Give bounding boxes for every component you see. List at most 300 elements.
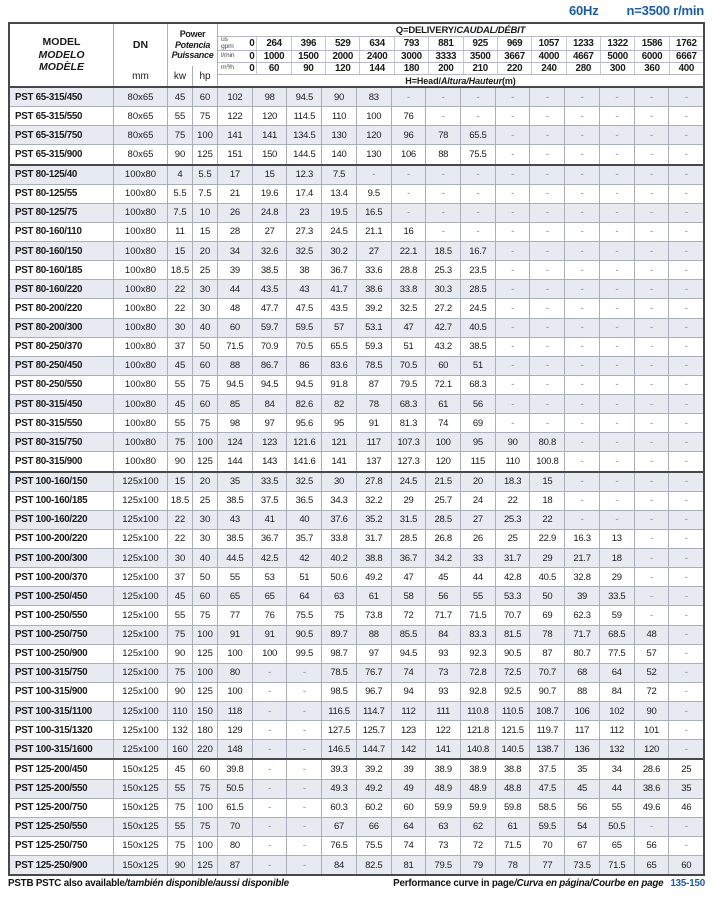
model-cell: PST 65-315/450 [10, 88, 114, 106]
head-value-cell: - [684, 552, 688, 564]
head-value-cell: 36.7 [253, 530, 288, 548]
head-value-cell: 71.5 [496, 837, 531, 855]
head-value-cell: 134.5 [287, 126, 322, 144]
table-row [10, 586, 703, 605]
head-value-cell: 59.5 [530, 818, 565, 836]
model-cell: PST 100-250/750 [10, 626, 114, 644]
head-value-cell: 82.5 [357, 856, 392, 874]
head-value-cell: 34 [218, 242, 253, 260]
dn-cell: 80x65 [114, 126, 168, 144]
head-value-cell: 130 [322, 126, 357, 144]
hp-cell: 150 [193, 702, 218, 720]
power-header-cell [168, 24, 218, 86]
head-value-cell: - [600, 166, 635, 184]
head-value-cell: - [684, 398, 688, 410]
dn-cell: 125x100 [114, 645, 168, 663]
head-value-cell: 32.8 [565, 568, 600, 586]
head-value-cell: 50 [530, 587, 565, 605]
head-value-cell: 39 [392, 760, 427, 778]
head-value-cell: - [565, 357, 600, 375]
head-value-cell: - [461, 107, 496, 125]
head-units-label [218, 74, 703, 86]
head-value-cell: - [684, 743, 688, 755]
table-row [10, 298, 703, 317]
head-value-cell: - [684, 724, 688, 736]
head-value-cell: 47.7 [253, 299, 288, 317]
dn-cell: 125x100 [114, 683, 168, 701]
table-row [10, 605, 703, 624]
head-value-cell: - [287, 664, 322, 682]
head-value-cell: 91 [357, 414, 392, 432]
head-value-cell: 36.7 [322, 261, 357, 279]
head-value-cell: - [684, 571, 688, 583]
hp-cell: 100 [193, 433, 218, 451]
head-value-cell: 17 [218, 166, 253, 184]
head-value-cell: 22 [496, 492, 531, 510]
head-value-cell: 80.7 [565, 645, 600, 663]
flow-value-cell: 2400 [360, 51, 394, 62]
flow-row-m3h [218, 62, 703, 74]
kw-cell: 45 [168, 88, 193, 106]
dn-cell: 100x80 [114, 414, 168, 432]
head-value-cell: 47 [392, 319, 427, 337]
head-value-cell: 75 [322, 606, 357, 624]
flow-value-cell: 1500 [292, 51, 326, 62]
head-value-cell: 121.8 [461, 721, 496, 739]
head-value-cell: - [565, 261, 600, 279]
flow-zero-value: 0 [249, 63, 255, 74]
kw-cell: 37 [168, 568, 193, 586]
head-value-cell: 83.6 [322, 357, 357, 375]
head-value-cell: 35 [565, 760, 600, 778]
head-value-cell: 91.8 [322, 376, 357, 394]
head-value-cell: 120 [357, 126, 392, 144]
head-value-cell: - [684, 207, 688, 219]
flow-value-cell: 1762 [676, 38, 697, 49]
head-value-cell: 60 [426, 357, 461, 375]
head-value-cell: 110.5 [496, 702, 531, 720]
head-value-cell: 16.7 [461, 242, 496, 260]
flow-unit-label: m³/h [221, 64, 234, 72]
head-value-cell: - [684, 283, 688, 295]
head-value-cell: - [530, 242, 565, 260]
head-value-cell: 68 [565, 664, 600, 682]
model-cell: PST 65-315/750 [10, 126, 114, 144]
head-value-cell: - [496, 204, 531, 222]
head-value-cell: 141 [426, 740, 461, 758]
dn-cell: 100x80 [114, 166, 168, 184]
head-value-cell: 99.5 [287, 645, 322, 663]
head-value-cell: 43 [218, 511, 253, 529]
hp-cell: 75 [193, 606, 218, 624]
head-value-cell: 116.5 [322, 702, 357, 720]
head-value-cell: - [635, 433, 670, 451]
head-value-cell: 141 [218, 126, 253, 144]
head-value-cell: 65 [218, 587, 253, 605]
head-value-cell: 94.5 [287, 88, 322, 106]
kw-cell: 22 [168, 530, 193, 548]
head-value-cell: - [287, 740, 322, 758]
head-value-cell: 23 [287, 204, 322, 222]
head-value-cell: - [496, 395, 531, 413]
head-value-cell: - [635, 204, 670, 222]
kw-cell: 45 [168, 395, 193, 413]
flow-value-cell: 180 [395, 63, 429, 74]
head-value-cell: 98 [218, 414, 253, 432]
head-value-cell: - [635, 549, 670, 567]
head-value-cell: 100 [357, 107, 392, 125]
head-value-cell: 31.5 [392, 511, 427, 529]
head-value-cell: 32.6 [253, 242, 288, 260]
dn-cell: 150x125 [114, 818, 168, 836]
head-value-cell: - [635, 299, 670, 317]
head-value-cell: 84 [322, 856, 357, 874]
head-value-cell: - [635, 492, 670, 510]
head-value-cell: - [635, 319, 670, 337]
head-value-cell: 68.3 [461, 376, 496, 394]
hp-cell: 5.5 [193, 166, 218, 184]
head-value-cell: - [565, 185, 600, 203]
head-value-cell: - [426, 223, 461, 241]
head-value-cell: 34 [600, 760, 635, 778]
head-value-cell: 100 [218, 645, 253, 663]
head-value-cell: 117 [565, 721, 600, 739]
dn-cell: 100x80 [114, 338, 168, 356]
head-value-cell: 92.8 [461, 683, 496, 701]
head-value-cell: - [684, 169, 688, 181]
head-value-cell: 140.5 [496, 740, 531, 758]
footer-availability-note [8, 878, 289, 889]
head-value-cell: 140 [322, 145, 357, 163]
head-value-cell: - [357, 166, 392, 184]
head-value-cell: 41 [253, 511, 288, 529]
flow-value-cell: 4667 [567, 51, 601, 62]
table-row [10, 739, 703, 758]
head-value-cell: 46 [681, 802, 692, 814]
head-value-cell: - [600, 242, 635, 260]
head-value-cell: - [600, 511, 635, 529]
head-value-cell: 88 [218, 357, 253, 375]
head-value-cell: 27.8 [357, 473, 392, 491]
dn-cell: 100x80 [114, 395, 168, 413]
head-value-cell: 49 [392, 780, 427, 798]
head-value-cell: 76.5 [322, 837, 357, 855]
head-value-cell: 48.9 [426, 780, 461, 798]
speed-label: n=3500 r/min [626, 3, 704, 18]
flow-row-usgpm [218, 36, 703, 50]
head-value-cell: - [287, 721, 322, 739]
head-value-cell: 72.8 [461, 664, 496, 682]
head-value-cell: - [496, 280, 531, 298]
head-value-cell: 25.3 [426, 261, 461, 279]
flow-value-cell: 1000 [257, 51, 291, 62]
head-value-cell: 53.1 [357, 319, 392, 337]
kw-cell: 11 [168, 223, 193, 241]
head-value-cell: 48.8 [496, 780, 531, 798]
head-value-cell: - [565, 88, 600, 106]
head-value-cell: 94 [392, 683, 427, 701]
head-value-cell: 94.5 [218, 376, 253, 394]
head-value-cell: - [530, 299, 565, 317]
head-value-cell: 18 [600, 549, 635, 567]
table-row [10, 644, 703, 663]
flow-unit-cell [218, 37, 257, 50]
hp-unit-label: hp [199, 70, 211, 82]
model-cell: PST 80-250/550 [10, 376, 114, 394]
head-value-cell: 24.5 [461, 299, 496, 317]
dn-cell: 100x80 [114, 223, 168, 241]
head-value-cell: - [635, 261, 670, 279]
head-value-cell: 95 [461, 433, 496, 451]
dn-cell: 150x125 [114, 780, 168, 798]
head-value-cell: - [635, 242, 670, 260]
head-value-cell: - [684, 590, 688, 602]
model-cell: PST 80-160/220 [10, 280, 114, 298]
head-value-cell: - [496, 261, 531, 279]
head-value-cell: 137 [357, 452, 392, 470]
head-value-cell: - [684, 129, 688, 141]
hp-cell: 60 [193, 395, 218, 413]
head-value-cell: 50.5 [600, 818, 635, 836]
head-value-cell: - [565, 107, 600, 125]
dn-cell: 125x100 [114, 530, 168, 548]
head-value-cell: - [530, 88, 565, 106]
head-value-cell: 150 [253, 145, 288, 163]
flow-value-cell: 1322 [601, 37, 635, 50]
head-value-cell: - [565, 299, 600, 317]
hp-cell: 60 [193, 357, 218, 375]
head-value-cell: 52 [635, 664, 670, 682]
kw-cell: 75 [168, 664, 193, 682]
head-value-cell: 78 [496, 856, 531, 874]
head-value-cell: - [253, 702, 288, 720]
head-value-cell: 100.8 [530, 452, 565, 470]
performance-table [8, 22, 705, 876]
head-value-cell: - [684, 495, 688, 507]
head-value-cell: 25.7 [426, 492, 461, 510]
head-value-cell: 73 [426, 837, 461, 855]
head-value-cell: 61.5 [218, 799, 253, 817]
dn-cell: 100x80 [114, 204, 168, 222]
power-units-row [168, 66, 217, 86]
head-value-cell: 47.5 [287, 299, 322, 317]
head-value-cell: - [684, 648, 688, 660]
head-value-cell: 48 [635, 626, 670, 644]
hp-cell: 100 [193, 799, 218, 817]
head-value-cell: - [565, 126, 600, 144]
kw-cell: 30 [168, 319, 193, 337]
model-cell: PST 80-160/110 [10, 223, 114, 241]
head-value-cell: 38.9 [426, 760, 461, 778]
model-cell: PST 100-315/1100 [10, 702, 114, 720]
head-value-cell: 67 [322, 818, 357, 836]
head-value-cell: - [530, 145, 565, 163]
model-cell: PST 100-315/1600 [10, 740, 114, 758]
head-value-cell: - [600, 433, 635, 451]
head-value-cell: 117 [357, 433, 392, 451]
head-value-cell: 98.5 [322, 683, 357, 701]
dn-cell: 100x80 [114, 242, 168, 260]
kw-cell: 15 [168, 242, 193, 260]
flow-value-cell: 6000 [635, 51, 669, 62]
model-cell: PST 65-315/900 [10, 145, 114, 163]
head-value-cell: 29 [392, 492, 427, 510]
head-value-cell: - [635, 818, 670, 836]
hp-cell: 75 [193, 414, 218, 432]
head-value-cell: 115 [461, 452, 496, 470]
head-value-cell: 28.6 [635, 760, 670, 778]
head-value-cell: - [496, 166, 531, 184]
head-value-cell: 61 [357, 587, 392, 605]
power-label-fr: Puissance [171, 50, 214, 61]
head-value-cell: 39.2 [357, 299, 392, 317]
head-value-cell: - [684, 417, 688, 429]
head-value-cell: 19.6 [253, 185, 288, 203]
kw-cell: 75 [168, 837, 193, 855]
head-value-cell: - [530, 319, 565, 337]
table-row [10, 394, 703, 413]
head-value-cell: 75.5 [461, 145, 496, 163]
flow-value-cell: 4000 [532, 51, 566, 62]
head-value-cell: 74 [392, 664, 427, 682]
head-value-cell: 20 [461, 473, 496, 491]
model-cell: PST 80-200/300 [10, 319, 114, 337]
head-value-cell: 94.5 [287, 376, 322, 394]
flow-value-cell: 3500 [464, 51, 498, 62]
head-value-cell: 85 [218, 395, 253, 413]
table-row [10, 663, 703, 682]
head-value-cell: - [684, 609, 688, 621]
head-value-cell: - [600, 126, 635, 144]
head-value-cell: 87 [218, 856, 253, 874]
head-value-cell: 118 [218, 702, 253, 720]
flow-value-cell: 400 [678, 63, 695, 74]
flow-zero-value: 0 [249, 51, 255, 62]
head-value-cell: 22.1 [392, 242, 427, 260]
head-value-cell: 32.5 [287, 242, 322, 260]
model-cell: PST 125-200/550 [10, 780, 114, 798]
head-value-cell: - [461, 223, 496, 241]
head-value-cell: - [530, 357, 565, 375]
head-value-cell: 25 [496, 530, 531, 548]
delivery-title-en: Q=DELIVERY/ [395, 24, 457, 36]
head-value-cell: - [253, 818, 288, 836]
model-cell: PST 100-200/300 [10, 549, 114, 567]
head-value-cell: 72.1 [426, 376, 461, 394]
head-value-cell: 89.7 [322, 626, 357, 644]
head-value-cell: 40.5 [461, 319, 496, 337]
head-value-cell: - [530, 338, 565, 356]
head-value-cell: 129 [218, 721, 253, 739]
model-cell: PST 100-315/900 [10, 683, 114, 701]
head-value-cell: - [565, 145, 600, 163]
head-value-cell: 93 [426, 645, 461, 663]
kw-cell: 55 [168, 818, 193, 836]
head-value-cell: 21.5 [426, 473, 461, 491]
head-value-cell: 151 [218, 145, 253, 163]
head-value-cell: 69 [530, 606, 565, 624]
head-value-cell: 88 [565, 683, 600, 701]
head-value-cell: 122 [426, 721, 461, 739]
head-value-cell: 141 [322, 452, 357, 470]
kw-cell: 90 [168, 145, 193, 163]
table-row [10, 125, 703, 144]
head-value-cell: 36.5 [287, 492, 322, 510]
head-value-cell: 33 [461, 549, 496, 567]
table-row [10, 260, 703, 279]
head-value-cell: 71.5 [461, 606, 496, 624]
head-value-cell: 13.4 [322, 185, 357, 203]
head-value-cell: - [565, 452, 600, 470]
head-value-cell: 62 [461, 818, 496, 836]
flow-value-cell: 240 [532, 63, 566, 74]
model-cell: PST 100-250/450 [10, 587, 114, 605]
hp-cell: 220 [193, 740, 218, 758]
head-value-cell: 35 [218, 473, 253, 491]
head-value-cell: 40.5 [530, 568, 565, 586]
head-value-cell: 38 [287, 261, 322, 279]
model-cell: PST 100-200/220 [10, 530, 114, 548]
hp-cell: 100 [193, 126, 218, 144]
kw-cell: 132 [168, 721, 193, 739]
head-value-cell: 70 [530, 837, 565, 855]
kw-cell: 55 [168, 780, 193, 798]
head-value-cell: 18.5 [426, 242, 461, 260]
head-value-cell: 74 [392, 837, 427, 855]
head-value-cell: 27.2 [426, 299, 461, 317]
head-value-cell: 73.8 [357, 606, 392, 624]
head-value-cell: - [496, 338, 531, 356]
flow-value-cell: 1586 [635, 37, 669, 50]
flow-value-cell: 200 [429, 63, 463, 74]
head-value-cell: - [635, 376, 670, 394]
head-value-cell: 56 [461, 395, 496, 413]
flow-value-cell: 264 [257, 37, 291, 50]
head-value-cell: - [684, 226, 688, 238]
head-value-cell: 80 [218, 837, 253, 855]
dn-cell: 125x100 [114, 740, 168, 758]
head-value-cell: 70.7 [496, 606, 531, 624]
flow-value-cell: 220 [498, 63, 532, 74]
head-value-cell: 143 [253, 452, 288, 470]
table-row [10, 184, 703, 203]
flow-value-cell: 280 [567, 63, 601, 74]
head-value-cell: 38.6 [635, 780, 670, 798]
head-value-cell: - [635, 107, 670, 125]
head-value-cell: - [635, 530, 670, 548]
head-value-cell: 60.3 [322, 799, 357, 817]
head-value-cell: 25 [681, 763, 692, 775]
head-value-cell: - [530, 395, 565, 413]
head-value-cell: - [635, 452, 670, 470]
head-value-cell: - [461, 185, 496, 203]
head-value-cell: - [684, 360, 688, 372]
hp-cell: 30 [193, 511, 218, 529]
head-value-cell: 33.6 [357, 261, 392, 279]
kw-cell: 22 [168, 299, 193, 317]
head-value-cell: 12.3 [287, 166, 322, 184]
delivery-title [218, 24, 703, 36]
kw-unit-label: kw [168, 66, 193, 86]
dn-cell: 125x100 [114, 626, 168, 644]
head-value-cell: 56 [635, 837, 670, 855]
head-value-cell: - [565, 166, 600, 184]
kw-cell: 37 [168, 338, 193, 356]
head-value-cell: - [635, 185, 670, 203]
head-value-cell: - [635, 126, 670, 144]
head-value-cell: - [565, 242, 600, 260]
head-value-cell: - [600, 319, 635, 337]
